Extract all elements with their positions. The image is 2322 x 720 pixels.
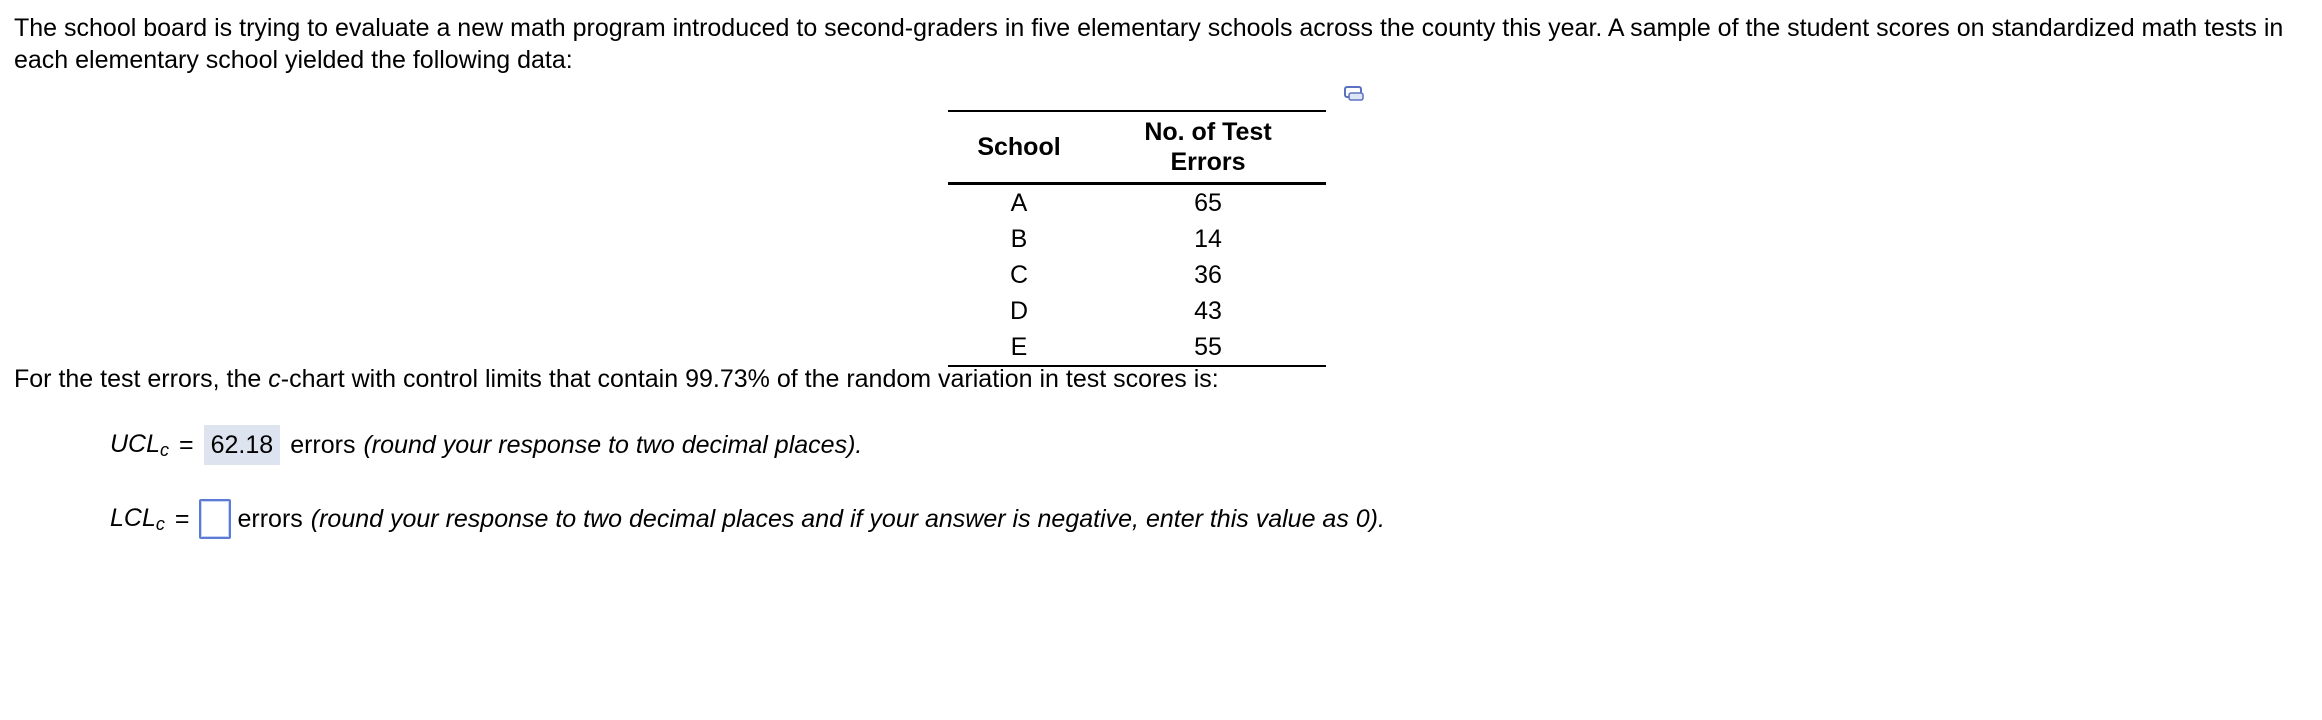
table-row bbox=[948, 221, 1326, 257]
ucl-equals: = bbox=[179, 431, 194, 459]
school-cell: C bbox=[1009, 261, 1029, 289]
lcl-answer-input[interactable] bbox=[199, 499, 231, 539]
table-header-row bbox=[948, 111, 1326, 184]
errors-cell: 65 bbox=[1194, 189, 1222, 217]
ucl-unit: errors bbox=[290, 431, 356, 459]
question-text bbox=[14, 363, 1219, 395]
lcl-subscript: c bbox=[155, 514, 165, 534]
problem-statement: The school board is trying to evaluate a new math program introduced to second-graders in five elementary schools across the county this year. A sample of the student scores on standardized math tests in each elementary school yielded the following data: bbox=[14, 14, 2284, 74]
ucl-subscript: c bbox=[160, 440, 170, 460]
table-row bbox=[948, 257, 1326, 293]
table-row bbox=[948, 293, 1326, 329]
ucl-symbol-text: UCL bbox=[110, 430, 161, 458]
school-cell: E bbox=[948, 329, 1090, 366]
school-cell: A bbox=[1010, 189, 1028, 217]
errors-cell: 55 bbox=[1090, 329, 1326, 366]
errors-cell: 43 bbox=[1194, 297, 1222, 325]
question-text-after: -chart with control limits that contain 99.73% of the random variation in test scores is: bbox=[280, 365, 1219, 393]
data-table bbox=[948, 110, 1326, 367]
question-text-before: For the test errors, the bbox=[14, 365, 269, 393]
lcl-hint: (round your response to two decimal places and if your answer is negative, enter this value as 0). bbox=[310, 505, 1385, 533]
ucl-answer-row bbox=[110, 425, 862, 465]
errors-cell: 14 bbox=[1194, 225, 1222, 253]
column-header-school: School bbox=[948, 111, 1090, 184]
lcl-equals: = bbox=[174, 505, 190, 533]
lcl-symbol-text: LCL bbox=[110, 504, 156, 532]
question-c-italic: c bbox=[268, 365, 281, 393]
copy-table-icon[interactable] bbox=[1343, 82, 1367, 102]
table-row bbox=[948, 184, 1326, 222]
table-row bbox=[948, 329, 1326, 366]
column-header-test-errors: No. of Test Errors bbox=[1090, 111, 1326, 184]
lcl-symbol bbox=[110, 501, 165, 537]
errors-cell: 36 bbox=[1194, 261, 1222, 289]
ucl-hint: (round your response to two decimal places). bbox=[363, 431, 863, 459]
school-cell: D bbox=[1009, 297, 1029, 325]
lcl-unit: errors bbox=[237, 505, 303, 533]
ucl-symbol bbox=[110, 427, 169, 463]
school-cell: B bbox=[1010, 225, 1028, 253]
ucl-answer-value[interactable]: 62.18 bbox=[204, 425, 281, 465]
lcl-answer-row bbox=[110, 499, 1385, 539]
